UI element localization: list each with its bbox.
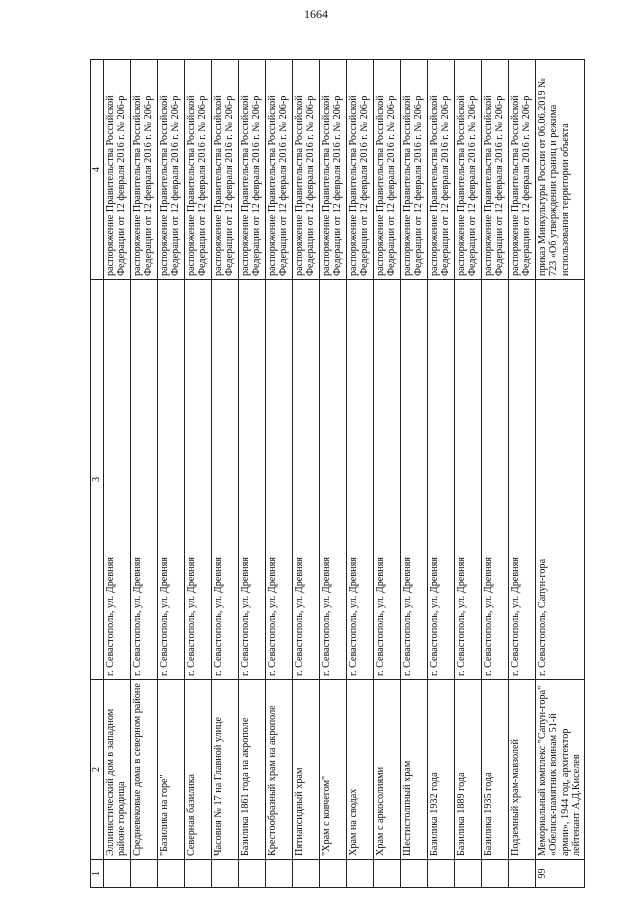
header-col-4: 4	[91, 60, 104, 280]
table-row	[131, 60, 158, 888]
rotated-table-container	[90, 60, 583, 888]
object-address: г. Севастополь, ул. Древняя	[158, 280, 185, 680]
row-number	[293, 860, 320, 888]
object-name: Северная базилика	[185, 680, 212, 860]
object-address: г. Севастополь, ул. Древняя	[347, 280, 374, 680]
legal-document: приказ Минкультуры России от 06.06.2019 № 723 «Об утверждении границ и режима использования территории объекта	[536, 60, 585, 280]
header-row	[91, 60, 104, 888]
object-name: "Храм с ковчегом"	[320, 680, 347, 860]
object-name: Базилика 1889 года	[455, 680, 482, 860]
legal-document: распоряжение Правительства Российской Федерации от 12 февраля 2016 г. № 206-р	[185, 60, 212, 280]
header-col-1: 1	[91, 860, 104, 888]
object-address: г. Севастополь, ул. Древняя	[509, 280, 536, 680]
legal-document: распоряжение Правительства Российской Федерации от 12 февраля 2016 г. № 206-р	[212, 60, 239, 280]
table-row	[266, 60, 293, 888]
object-name: Базилика 1935 года	[482, 680, 509, 860]
table-row	[428, 60, 455, 888]
legal-document: распоряжение Правительства Российской Федерации от 12 февраля 2016 г. № 206-р	[482, 60, 509, 280]
object-address: г. Севастополь, Сапун-гора	[536, 280, 585, 680]
row-number	[266, 860, 293, 888]
row-number	[320, 860, 347, 888]
table-row	[374, 60, 401, 888]
legal-document: распоряжение Правительства Российской Федерации от 12 февраля 2016 г. № 206-р	[293, 60, 320, 280]
table-row	[320, 60, 347, 888]
object-name: Мемориальный комплекс "Сапун-гора" «Обелиск-памятник воинам 51-й армии», 1944 год, архитектор лейтенант А.Д.Киселев	[536, 680, 585, 860]
page-number: 1664	[304, 7, 328, 21]
row-number	[212, 860, 239, 888]
row-number	[131, 860, 158, 888]
object-address: г. Севастополь, ул. Древняя	[401, 280, 428, 680]
legal-document: распоряжение Правительства Российской Федерации от 12 февраля 2016 г. № 206-р	[104, 60, 131, 280]
object-address: г. Севастополь, ул. Древняя	[482, 280, 509, 680]
object-name: Подземный храм-мавзолей	[509, 680, 536, 860]
table-row	[509, 60, 536, 888]
object-name: Базилика 1861 года на акрополе	[239, 680, 266, 860]
row-number	[455, 860, 482, 888]
row-number	[239, 860, 266, 888]
object-address: г. Севастополь, ул. Древняя	[374, 280, 401, 680]
row-number	[482, 860, 509, 888]
row-number	[428, 860, 455, 888]
row-number	[185, 860, 212, 888]
object-address: г. Севастополь, ул. Древняя	[266, 280, 293, 680]
row-number	[401, 860, 428, 888]
object-name: Эллинистический дом в западном районе городища	[104, 680, 131, 860]
object-name: "Базилика на горе"	[158, 680, 185, 860]
row-number	[347, 860, 374, 888]
legal-document: распоряжение Правительства Российской Федерации от 12 февраля 2016 г. № 206-р	[266, 60, 293, 280]
table-row	[293, 60, 320, 888]
table-row	[536, 60, 585, 888]
legal-document: распоряжение Правительства Российской Федерации от 12 февраля 2016 г. № 206-р	[401, 60, 428, 280]
legal-document: распоряжение Правительства Российской Федерации от 12 февраля 2016 г. № 206-р	[509, 60, 536, 280]
table-row	[185, 60, 212, 888]
object-address: г. Севастополь, ул. Древняя	[104, 280, 131, 680]
monuments-table	[90, 59, 585, 888]
object-address: г. Севастополь, ул. Древняя	[455, 280, 482, 680]
table-row	[455, 60, 482, 888]
legal-document: распоряжение Правительства Российской Федерации от 12 февраля 2016 г. № 206-р	[347, 60, 374, 280]
legal-document: распоряжение Правительства Российской Федерации от 12 февраля 2016 г. № 206-р	[374, 60, 401, 280]
object-name: Пятиапсидный храм	[293, 680, 320, 860]
row-number	[374, 860, 401, 888]
object-name: Шестистолпный храм	[401, 680, 428, 860]
object-address: г. Севастополь, ул. Древняя	[239, 280, 266, 680]
table-row	[239, 60, 266, 888]
row-number: 99	[536, 860, 585, 888]
object-address: г. Севастополь, ул. Древняя	[131, 280, 158, 680]
table-row	[158, 60, 185, 888]
legal-document: распоряжение Правительства Российской Федерации от 12 февраля 2016 г. № 206-р	[428, 60, 455, 280]
object-name: Храм с аркосолиями	[374, 680, 401, 860]
object-address: г. Севастополь, ул. Древняя	[212, 280, 239, 680]
object-address: г. Севастополь, ул. Древняя	[293, 280, 320, 680]
object-address: г. Севастополь, ул. Древняя	[428, 280, 455, 680]
table-row	[212, 60, 239, 888]
table-row	[347, 60, 374, 888]
legal-document: распоряжение Правительства Российской Федерации от 12 февраля 2016 г. № 206-р	[320, 60, 347, 280]
header-col-2: 2	[91, 680, 104, 860]
object-name: Храм на сводах	[347, 680, 374, 860]
row-number	[158, 860, 185, 888]
object-address: г. Севастополь, ул. Древняя	[320, 280, 347, 680]
table-row	[401, 60, 428, 888]
object-address: г. Севастополь, ул. Древняя	[185, 280, 212, 680]
object-name: Базилика 1932 года	[428, 680, 455, 860]
table-row	[482, 60, 509, 888]
legal-document: распоряжение Правительства Российской Федерации от 12 февраля 2016 г. № 206-р	[239, 60, 266, 280]
table-row	[104, 60, 131, 888]
object-name: Часовня № 17 на Главной улице	[212, 680, 239, 860]
object-name: Крестообразный храм на акрополе	[266, 680, 293, 860]
legal-document: распоряжение Правительства Российской Федерации от 12 февраля 2016 г. № 206-р	[455, 60, 482, 280]
row-number	[104, 860, 131, 888]
legal-document: распоряжение Правительства Российской Федерации от 12 февраля 2016 г. № 206-р	[158, 60, 185, 280]
legal-document: распоряжение Правительства Российской Федерации от 12 февраля 2016 г. № 206-р	[131, 60, 158, 280]
row-number	[509, 860, 536, 888]
object-name: Средневековые дома в северном районе	[131, 680, 158, 860]
header-col-3: 3	[91, 280, 104, 680]
